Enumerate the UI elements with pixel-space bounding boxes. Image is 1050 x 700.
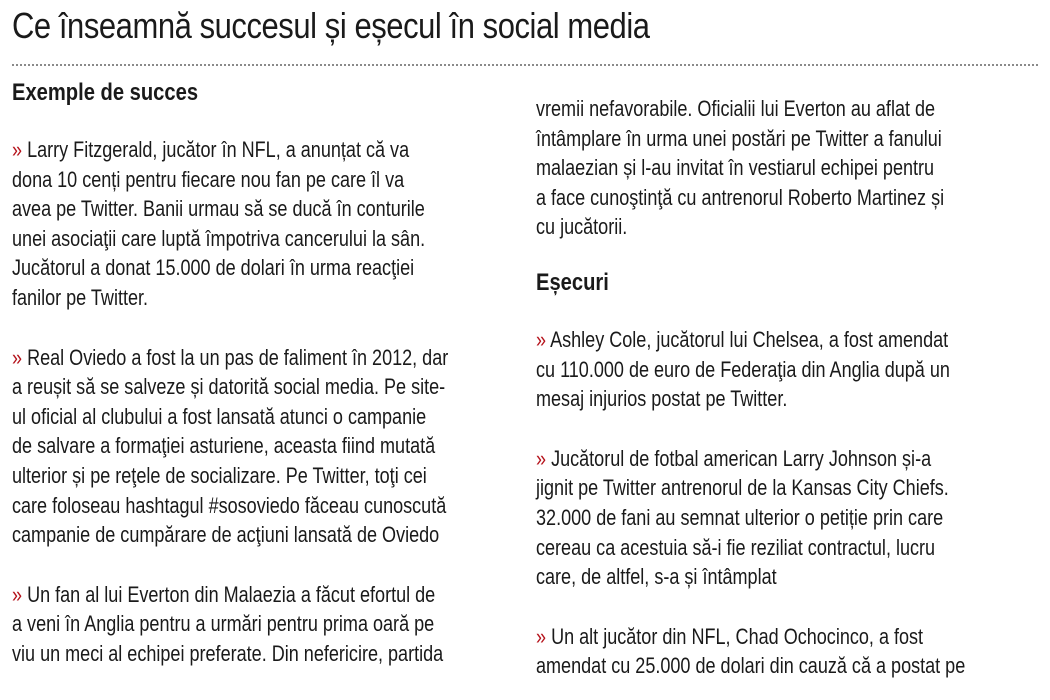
paragraph-cole: [536, 325, 1036, 414]
paragraph-everton-continued: [536, 94, 1036, 242]
text-line: jignit pe Twitter antrenorul de la Kansas City Chiefs.: [536, 475, 949, 501]
bullet-marker: »: [536, 623, 547, 649]
text-line: amendat cu 25.000 de dolari din cauză că a postat pe: [536, 653, 966, 679]
text-line: mesaj injurios postat pe Twitter.: [536, 386, 788, 412]
text-line: de salvare a formaţiei asturiene, aceasta fiind mutată: [12, 433, 436, 459]
paragraph-ochocinco: [536, 622, 1036, 681]
bullet-marker: »: [536, 445, 547, 471]
text-line: care, de altfel, s-a și întâmplat: [536, 564, 777, 590]
text-line: » Un fan al lui Everton din Malaezia a făcut efortul de: [12, 581, 436, 607]
text-line: a reușit să se salveze și datorită social media. Pe site-: [12, 374, 446, 400]
text-line: ul oficial al clubului a fost lansată atunci o campanie: [12, 403, 427, 429]
text-line: » Larry Fitzgerald, jucător în NFL, a anunțat că va: [12, 137, 410, 162]
paragraph-fitzgerald: [12, 135, 512, 313]
text-line: a veni în Anglia pentru a urmări pentru prima oară pe: [12, 611, 435, 637]
text-line: avea pe Twitter. Banii urmau să se ducă în conturile: [12, 196, 425, 222]
text-line: 32.000 de fani au semnat ulterior o petiție prin care: [536, 504, 944, 530]
text-line: a face cunoştinţă cu antrenorul Roberto Martinez și: [536, 184, 945, 210]
text-line: Jucătorul a donat 15.000 de dolari în urma reacţiei: [12, 255, 415, 281]
text-line: » Real Oviedo a fost la un pas de faliment în 2012, dar: [12, 344, 449, 370]
left-column: [12, 78, 512, 669]
text-line: » Ashley Cole, jucătorul lui Chelsea, a fost amendat: [536, 326, 949, 352]
failures-heading: Eșecuri: [536, 268, 609, 296]
text-line: întâmplare în urma unei postări pe Twitter a fanului: [536, 125, 942, 151]
text-line: unei asociaţii care luptă împotriva cancerului la sân.: [12, 225, 426, 251]
article-title: Ce înseamnă succesul și eșecul în social media: [12, 5, 650, 46]
bullet-marker: »: [12, 344, 23, 370]
text-line: ulterior și pe reţele de socializare. Pe Twitter, toţi cei: [12, 462, 427, 488]
success-heading: Exemple de succes: [12, 79, 199, 106]
text-line: campanie de cumpărare de acţiuni lansată de Oviedo: [12, 522, 440, 548]
text-line: cu 110.000 de euro de Federaţia din Anglia după un: [536, 356, 950, 382]
paragraph-oviedo: [12, 343, 512, 550]
text-line: dona 10 cenți pentru fiecare nou fan pe care îl va: [12, 166, 405, 192]
paragraph-everton: [12, 580, 512, 669]
bullet-marker: »: [12, 581, 23, 607]
text-line: cereau ca acestuia să-i fie reziliat contractul, lucru: [536, 534, 936, 560]
text-line: cu jucătorii.: [536, 214, 628, 240]
text-line: » Un alt jucător din NFL, Chad Ochocinco, a fost: [536, 623, 924, 649]
text-line: viu un meci al echipei preferate. Din nefericire, partida: [12, 640, 444, 666]
bullet-marker: »: [536, 326, 547, 352]
text-line: » Jucătorul de fotbal american Larry Johnson și-a: [536, 445, 932, 471]
text-line: care foloseau hashtagul #sosoviedo făceau cunoscută: [12, 492, 447, 518]
title-divider: [12, 64, 1038, 66]
text-line: vremii nefavorabile. Oficialii lui Everton au aflat de: [536, 96, 936, 121]
bullet-marker: »: [12, 137, 23, 162]
right-column: [536, 94, 1036, 681]
text-line: fanilor pe Twitter.: [12, 284, 149, 310]
paragraph-johnson: [536, 444, 1036, 592]
text-line: malaezian și l-au invitat în vestiarul echipei pentru: [536, 155, 935, 181]
